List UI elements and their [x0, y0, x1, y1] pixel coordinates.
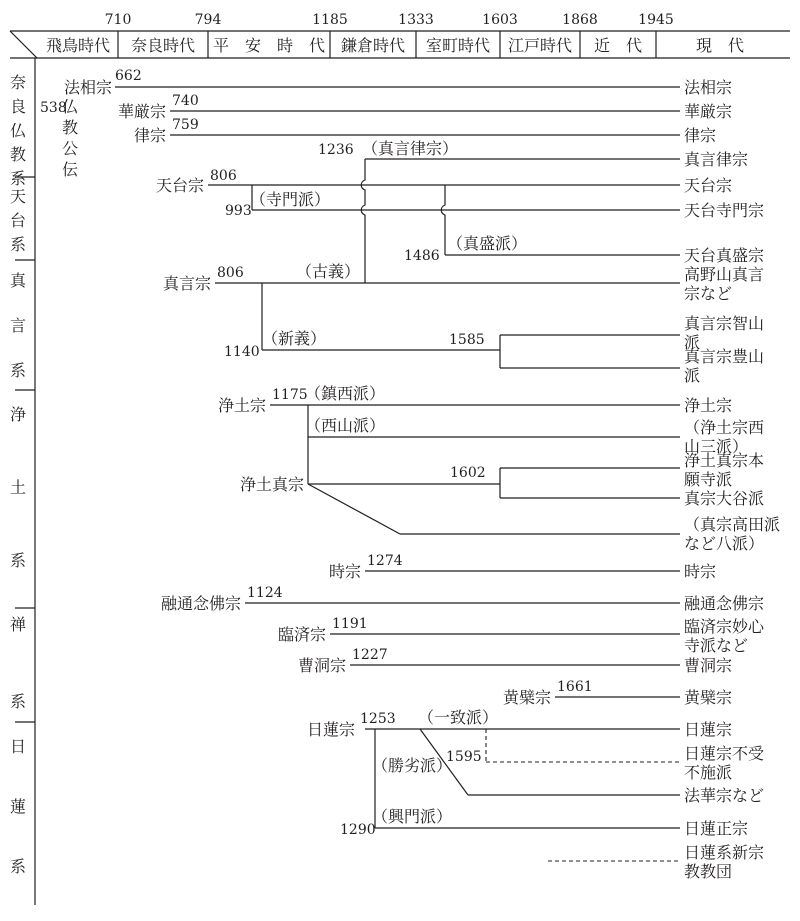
year-rinzai: 1191 [332, 616, 368, 632]
year-shingon: 806 [217, 265, 244, 281]
year-nichiren: 1253 [360, 711, 396, 727]
modern-koyasan-2: 宗など [684, 284, 733, 303]
modern-obaku: 黄檗宗 [684, 688, 733, 707]
modern-takada-2: など八派） [684, 534, 765, 553]
modern-chisan-2: 派 [684, 333, 701, 352]
year-soto: 1227 [352, 647, 388, 663]
group-zen: 禅系 [9, 615, 27, 711]
year-ji: 1274 [367, 553, 403, 569]
group-nichiren: 日蓮系 [9, 737, 27, 876]
label-ji: 時宗 [328, 562, 361, 581]
year-shingi-split: 1585 [449, 332, 485, 348]
modern-shinshukyo-1: 日蓮系新宗 [684, 843, 765, 862]
year-ritsu: 759 [172, 117, 199, 133]
year-tick-794: 794 [194, 12, 222, 28]
period-kamakura: 鎌倉時代 [340, 36, 406, 55]
year-kegon: 740 [172, 93, 199, 109]
branch-shoretsu: （勝劣派） [372, 756, 453, 775]
year-tick-1603: 1603 [482, 12, 518, 28]
year-hosso: 662 [115, 68, 142, 84]
label-shingon: 真言宗 [162, 274, 211, 293]
year-tendai: 806 [210, 168, 237, 184]
period-muromachi: 室町時代 [425, 36, 491, 55]
modern-rinzai-1: 臨済宗妙心 [684, 617, 765, 636]
modern-honganji-2: 願寺派 [684, 470, 733, 489]
group-shingon: 真言系 [9, 271, 27, 380]
period-asuka: 飛鳥時代 [45, 36, 111, 55]
modern-soto: 曹洞宗 [684, 656, 733, 675]
label-nichiren: 日蓮宗 [306, 720, 355, 739]
period-edo: 江戸時代 [507, 36, 573, 55]
modern-honganji-1: 浄土真宗本 [684, 451, 765, 470]
branch-komon: （興門派） [372, 807, 453, 826]
label-jodoshin: 浄土真宗 [239, 475, 304, 494]
modern-chisan-1: 真言宗智山 [684, 314, 765, 333]
year-tick-1945: 1945 [638, 12, 674, 28]
modern-ritsu: 律宗 [684, 126, 717, 145]
branch-seizan: （西山派） [305, 416, 386, 435]
intro-year: 538 [40, 100, 67, 116]
modern-hokke: 法華宗など [684, 786, 765, 805]
modern-shingon-ritsu: 真言律宗 [684, 150, 749, 169]
modern-koyasan-1: 高野山真言 [684, 265, 765, 284]
branch-shingi: （新義） [262, 329, 327, 348]
period-kindai: 近 代 [593, 36, 643, 55]
branch-shinsei: （真盛派） [447, 234, 528, 253]
label-kegon: 華厳宗 [117, 102, 166, 121]
label-obaku: 黄檗宗 [502, 688, 551, 707]
label-ritsu: 律宗 [133, 126, 166, 145]
modern-otani: 真宗大谷派 [684, 489, 765, 508]
modern-shinshukyo-2: 教教団 [684, 862, 733, 881]
year-tick-1185: 1185 [312, 12, 348, 28]
year-jimon: 993 [225, 203, 252, 219]
sect-lines [115, 87, 680, 861]
modern-takada-1: （真宗高田派 [684, 515, 781, 534]
year-tick-710: 710 [104, 12, 132, 28]
year-jodo: 1175 [272, 387, 308, 403]
year-shinsei: 1486 [404, 248, 440, 264]
year-shoshu: 1290 [340, 822, 376, 838]
label-yuzu: 融通念佛宗 [160, 594, 241, 613]
branch-shingon-ritsu: （真言律宗） [362, 139, 459, 158]
intro-text: 仏教公伝 [61, 97, 79, 179]
year-shingi: 1140 [224, 344, 260, 360]
group-jodo: 浄土系 [9, 405, 27, 570]
modern-seizan-1: （浄土宗西 [684, 418, 765, 437]
modern-sects [684, 78, 780, 881]
modern-shoshu: 日蓮正宗 [684, 819, 749, 838]
modern-buzan-1: 真言宗豊山 [684, 347, 765, 366]
year-tick-1333: 1333 [398, 12, 434, 28]
year-shingon-ritsu: 1236 [318, 142, 354, 158]
period-gendai: 現 代 [695, 36, 745, 55]
label-hosso: 法相宗 [63, 78, 112, 97]
modern-rinzai-2: 寺派など [684, 636, 749, 655]
branch-jimon: （寺門派） [250, 190, 331, 209]
year-yuzu: 1124 [247, 585, 283, 601]
modern-tendai-jimon: 天台寺門宗 [684, 201, 765, 220]
modern-hosso: 法相宗 [684, 78, 733, 97]
period-nara: 奈良時代 [130, 36, 196, 55]
year-tick-1868: 1868 [562, 12, 598, 28]
year-jodoshin-split: 1602 [450, 465, 486, 481]
branch-chinzei: （鎮西派） [305, 384, 386, 403]
era-header [105, 12, 674, 28]
period-heian: 平 安 時 代 [212, 36, 326, 55]
modern-fujufuse-1: 日蓮宗不受 [684, 744, 765, 763]
modern-jodo: 浄土宗 [684, 396, 733, 415]
branch-kogi: （古義） [296, 262, 361, 281]
modern-seizan-2: 山三派） [684, 437, 749, 456]
modern-nichiren: 日蓮宗 [684, 720, 733, 739]
label-rinzai: 臨済宗 [277, 625, 326, 644]
modern-ji: 時宗 [684, 562, 717, 581]
modern-tendai: 天台宗 [684, 176, 733, 195]
branch-itchi: （一致派） [418, 708, 499, 727]
modern-buzan-2: 派 [684, 366, 701, 385]
modern-fujufuse-2: 不施派 [684, 763, 733, 782]
year-fujufuse: 1595 [446, 749, 482, 765]
label-tendai: 天台宗 [155, 176, 204, 195]
group-tendai: 天台系 [9, 187, 27, 254]
label-soto: 曹洞宗 [297, 656, 346, 675]
year-obaku: 1661 [557, 679, 593, 695]
group-nara-buddhism: 奈良仏教系 [9, 73, 27, 188]
modern-kegon: 華厳宗 [684, 102, 733, 121]
modern-tendai-shinsei: 天台真盛宗 [684, 246, 765, 265]
label-jodo: 浄土宗 [217, 396, 266, 415]
modern-yuzu: 融通念佛宗 [684, 594, 765, 613]
